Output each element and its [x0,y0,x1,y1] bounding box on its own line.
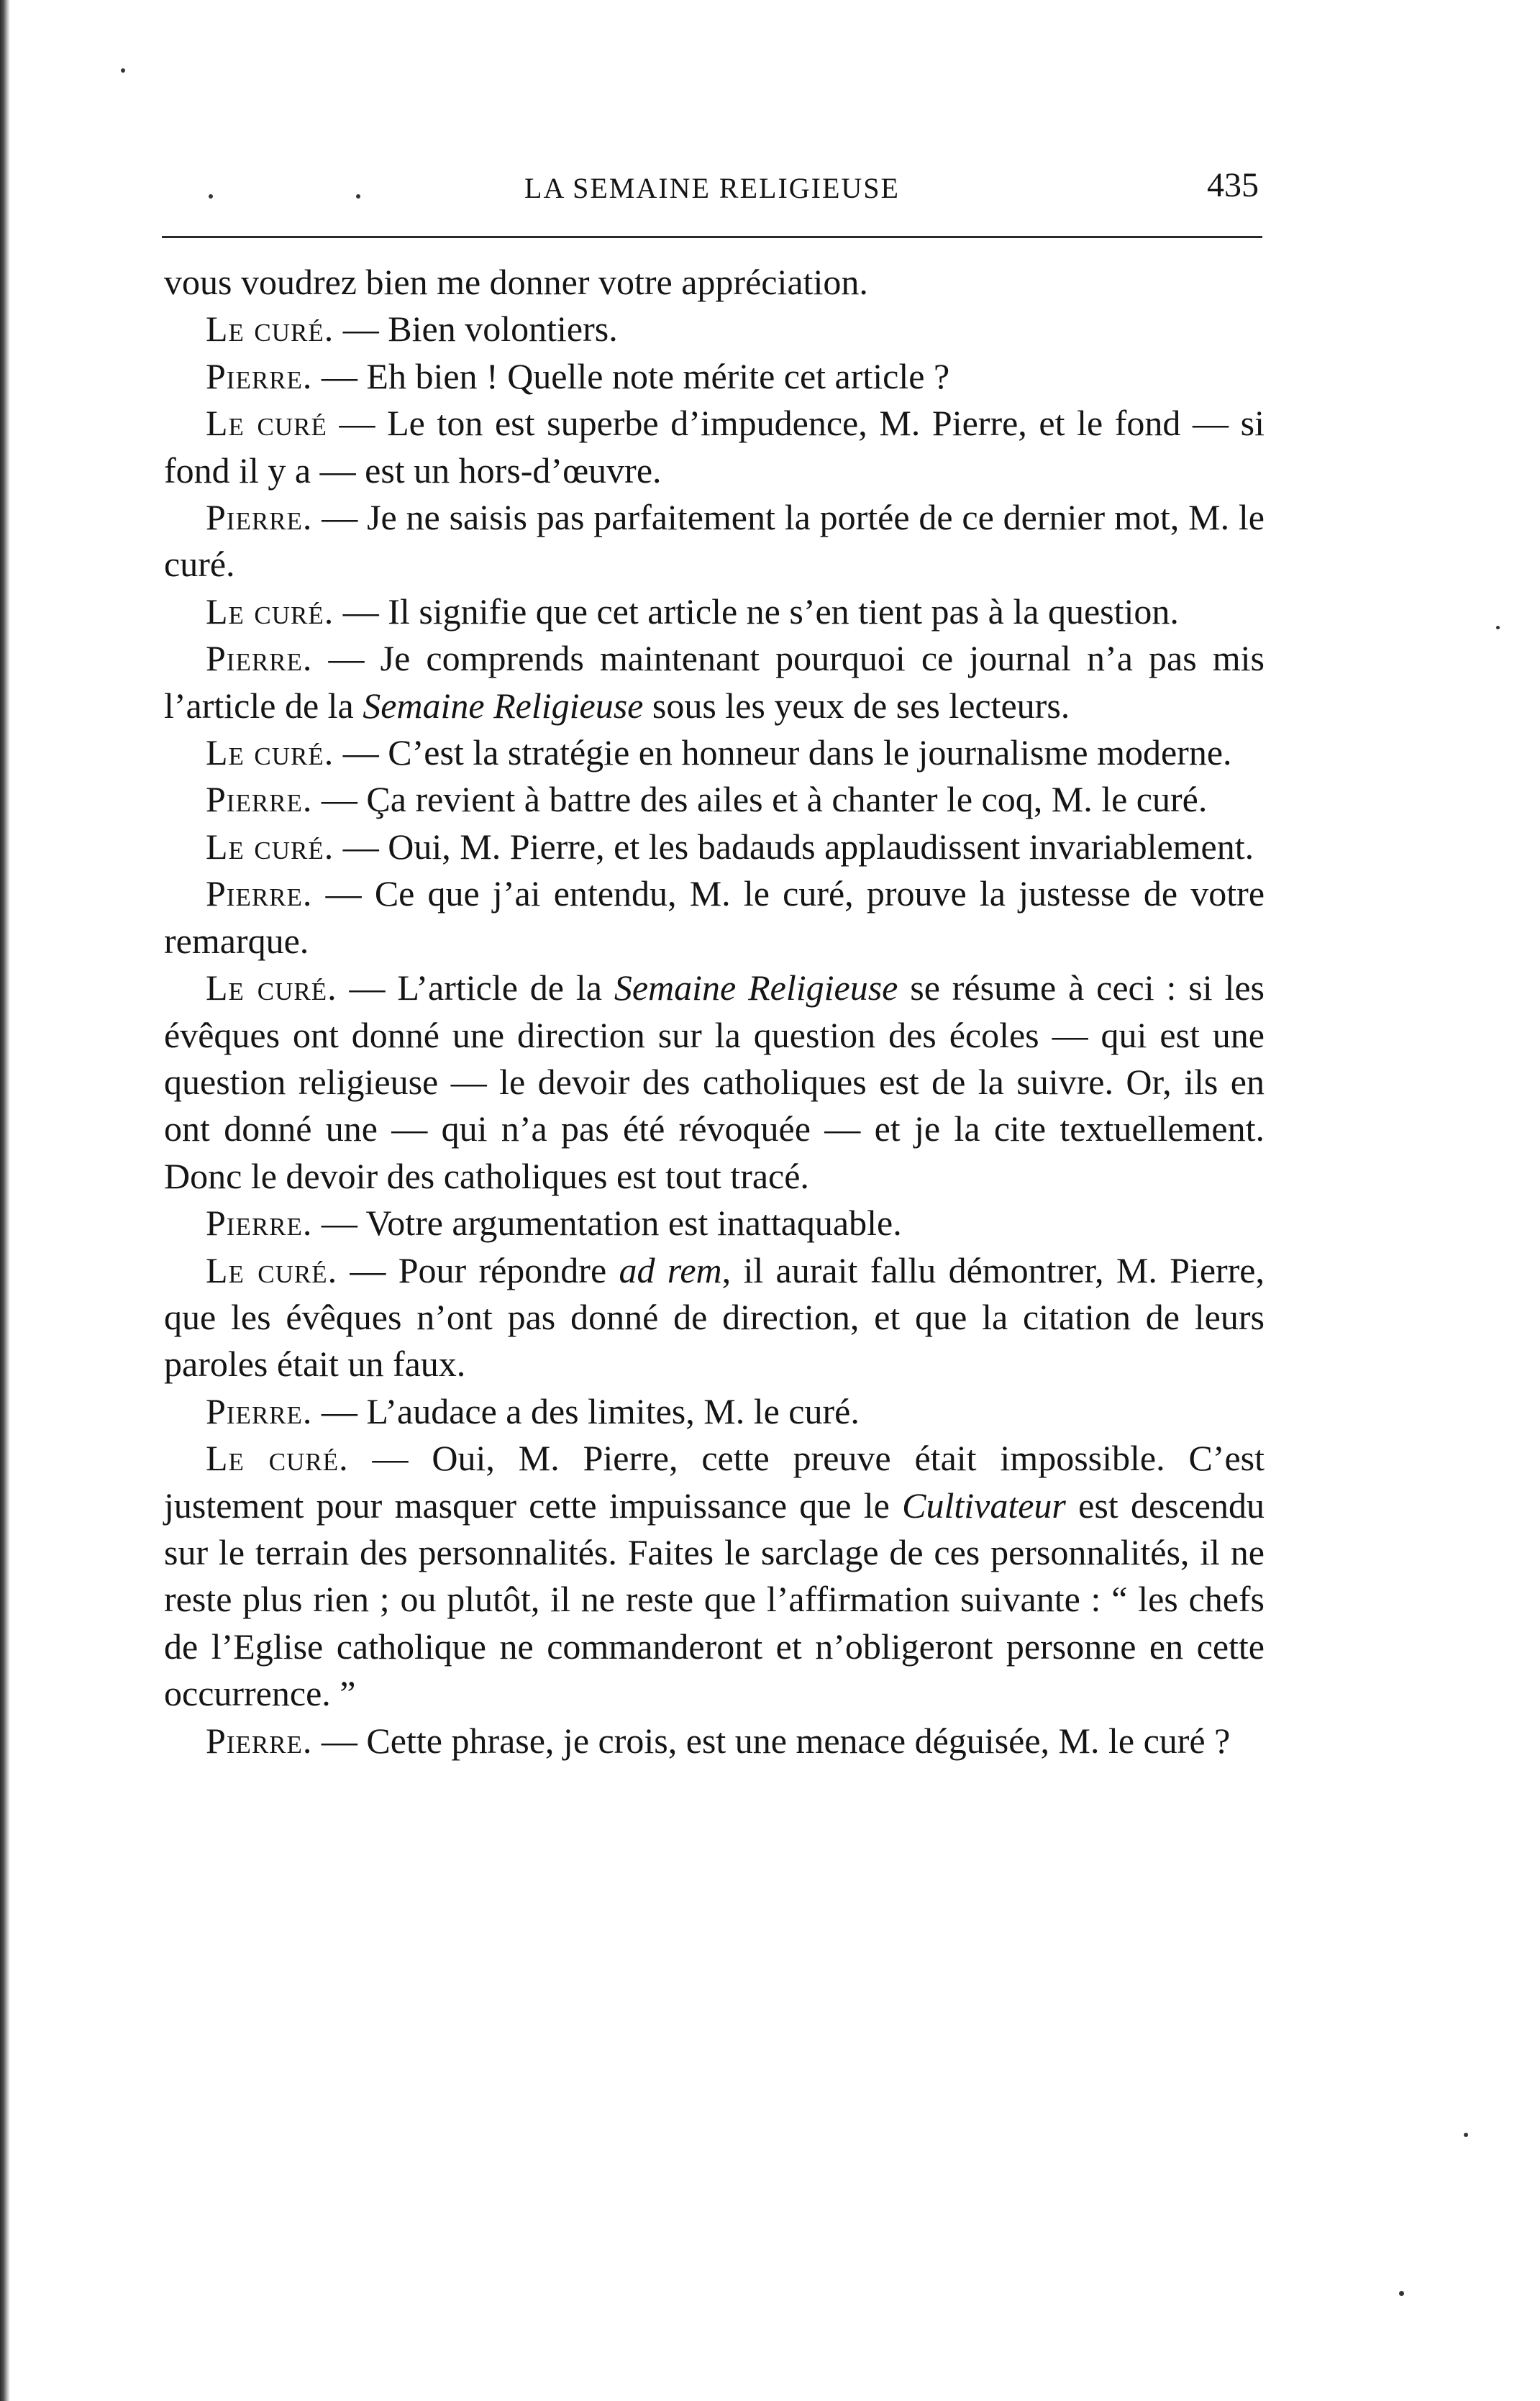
speaker-label: Le curé. [206,967,337,1008]
dialogue-line [164,1435,1265,1717]
speaker-label: Pierre. [206,1390,313,1431]
speaker-label: Le curé. [206,309,334,350]
scan-speck [1399,2291,1404,2296]
dialogue-line [164,729,1265,776]
scan-speck [209,194,213,199]
scan-speck [121,68,125,73]
newspaper-title: Cultivateur [902,1485,1066,1526]
speech-text-before: Je comprends maintenant pourquoi ce journal n’a pas mis l’article de la [164,638,1265,726]
speech-text-before: Pour répondre [398,1249,619,1290]
dash: — [312,873,375,914]
speaker-label: Pierre. [206,1720,313,1761]
latin-phrase: ad rem [619,1249,722,1290]
dialogue-text [164,259,1265,1764]
dash: — [312,1390,367,1431]
speech-text: Votre argumentation est inattaquable. [365,1203,902,1244]
opening-line-text: vous voudrez bien me donner votre appréciation. [164,262,868,302]
speech-text-before: Oui, M. Pierre, cette preuve était impossible. C’est justement pour masquer cette impuissance que le [164,1438,1265,1526]
dialogue-line [164,588,1265,635]
speaker-label: Le curé. [206,826,334,867]
speech-text-after: , il aurait fallu démontrer, M. Pierre, que les évêques n’ont pas donné de direction, et que la citation de leurs paroles était un faux. [164,1249,1265,1385]
dash: — [337,967,398,1008]
speaker-label: Pierre. [206,638,313,679]
speaker-label: Le curé. [206,1438,349,1479]
speech-text: C’est la stratégie en honneur dans le journalisme moderne. [388,732,1232,773]
speaker-label: Pierre. [206,355,313,396]
speaker-label: Le curé. [206,732,334,773]
speech-text-after: est descendu sur le terrain des personnalités. Faites le sarclage de ces personnalités, il ne reste plus rien ; ou plutôt, il ne reste que l’affirmation suivante : “ les chefs de l’Eglise catholique ne commanderont et n’obligeront personne en cette occurrence. ” [164,1485,1265,1714]
header-rule [162,236,1262,238]
dash: — [312,638,381,679]
dash: — [312,779,367,820]
speech-text: Cette phrase, je crois, est une menace déguisée, M. le curé ? [366,1720,1231,1761]
speech-text: Oui, M. Pierre, et les badauds applaudissent invariablement. [388,826,1254,867]
dash: — [312,497,368,538]
dash: — [334,826,388,867]
publication-title: Semaine Religieuse [614,967,898,1008]
speech-text: L’audace a des limites, M. le curé. [366,1390,860,1431]
dash: — [312,355,367,396]
dialogue-line [164,1247,1265,1388]
dialogue-line [164,776,1265,823]
speech-text: Il signifie que cet article ne s’en tient pas à la question. [388,591,1179,632]
dialogue-line [164,1388,1265,1435]
dash: — [337,1249,398,1290]
speaker-label: Le curé. [206,591,334,632]
dialogue-line [164,1200,1265,1247]
dialogue-line [164,353,1265,400]
opening-line [164,259,1265,306]
running-title: LA SEMAINE RELIGIEUSE [524,172,900,204]
speech-text: Je ne saisis pas parfaitement la portée de ce dernier mot, M. le curé. [164,497,1265,585]
speaker-label: Pierre. [206,1203,313,1244]
dialogue-line [164,306,1265,352]
dash: — [312,1203,366,1244]
scan-speck [356,194,360,199]
dialogue-line [164,494,1265,588]
speaker-label: Pierre. [206,873,313,914]
dash: — [348,1438,432,1479]
dash: — [334,309,388,350]
page-header [165,165,1259,216]
speech-text-before: L’article de la [397,967,614,1008]
speaker-label: Pierre. [206,497,313,538]
speech-text: Ce que j’ai entendu, M. le curé, prouve la justesse de votre remarque. [164,873,1265,961]
speech-text: Bien volontiers. [388,309,618,350]
dialogue-line [164,1718,1265,1764]
speaker-label: Le curé. [206,1249,338,1290]
dash: — [334,732,388,773]
binding-edge [0,0,10,2401]
dash: — [312,1720,367,1761]
dialogue-line [164,400,1265,494]
speech-text-after: sous les yeux de ses lecteurs. [643,685,1070,726]
dash: — [327,403,388,444]
scan-speck [1496,626,1500,629]
dialogue-line [164,824,1265,870]
speech-text-after: se résume à ceci : si les évêques ont donné une direction sur la question des écoles — qui est une question religieuse — le devoir des catholiques est de la suivre. Or, ils en ont donné une — qui n’a pas été révoquée — et je la cite textuellement. Donc le devoir des catholiques est tout tracé. [164,967,1265,1196]
dash: — [334,591,388,632]
dialogue-line [164,635,1265,729]
speaker-label: Le curé [206,403,327,444]
page-number: 435 [1207,166,1259,204]
scan-speck [1464,2133,1468,2137]
publication-title: Semaine Religieuse [363,685,644,726]
speech-text: Eh bien ! Quelle note mérite cet article ? [366,355,950,396]
dialogue-line [164,870,1265,965]
speech-text: Ça revient à battre des ailes et à chanter le coq, M. le curé. [366,779,1208,820]
speaker-label: Pierre. [206,779,313,820]
speech-text: Le ton est superbe d’impudence, M. Pierre, et le fond — si fond il y a — est un hors-d’œuvre. [164,403,1265,491]
speech-text [164,1438,1265,1713]
dialogue-line [164,965,1265,1200]
